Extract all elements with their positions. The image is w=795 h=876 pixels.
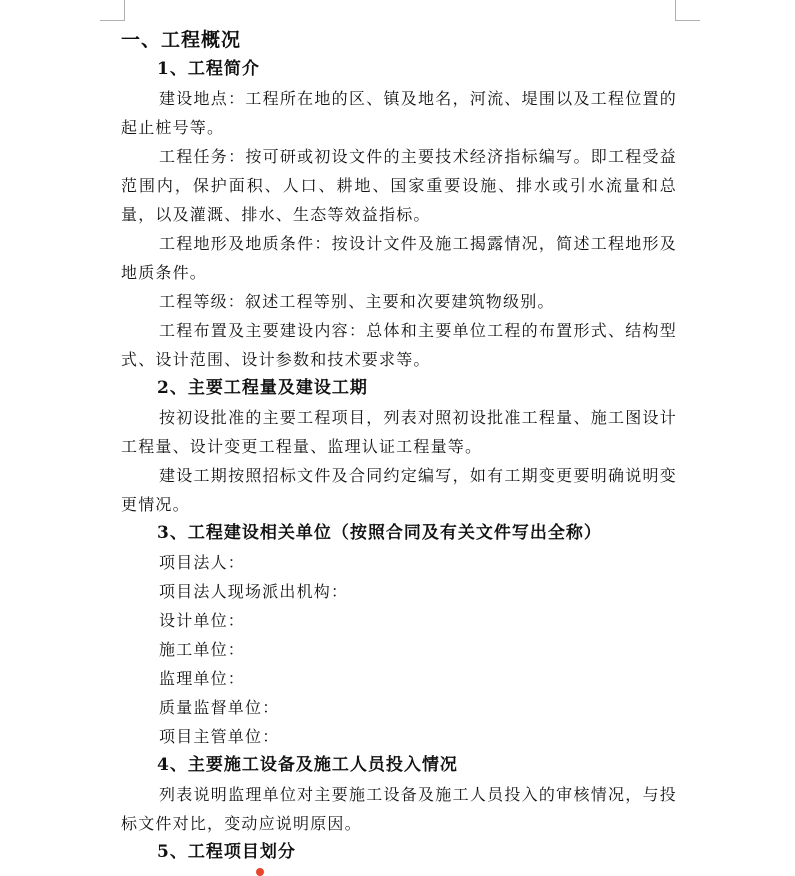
subsection-division [121, 838, 677, 867]
field-label: 项目主管单位： [159, 727, 280, 746]
page-corner-mark-left [100, 0, 125, 21]
text-cursor-marker [256, 868, 264, 876]
paragraph: 工程任务：按可研或初设文件的主要技术经济指标编写。即工程受益范围内，保护面积、人口、耕地、国家重要设施、排水或引水流量和总量，以及灌溉、排水、生态等效益指标。 [121, 147, 677, 224]
paragraph: 建设地点：工程所在地的区、镇及地名，河流、堤围以及工程位置的起止桩号等。 [121, 89, 677, 137]
section-heading: 一、工程概况 [121, 29, 242, 51]
subsection-quantities [121, 374, 677, 519]
subsection-title: 1、工程简介 [157, 59, 260, 79]
paragraph: 按初设批准的主要工程项目，列表对照初设批准工程量、施工图设计工程量、设计变更工程量、监理认证工程量等。 [121, 408, 677, 456]
subsection-overview [121, 55, 677, 374]
subsection-title: 3、工程建设相关单位（按照合同及有关文件写出全称） [157, 523, 602, 543]
subsection-title: 4、主要施工设备及施工人员投入情况 [157, 755, 458, 775]
field-label: 设计单位： [159, 611, 246, 630]
subsection-title: 2、主要工程量及建设工期 [157, 378, 368, 398]
field-label: 项目法人现场派出机构： [159, 582, 349, 601]
subsection-units [121, 519, 677, 751]
paragraph: 建设工期按照招标文件及合同约定编写，如有工期变更要明确说明变更情况。 [121, 466, 677, 514]
subsection-title: 5、工程项目划分 [157, 842, 296, 862]
document-body[interactable] [121, 26, 677, 867]
paragraph: 工程地形及地质条件：按设计文件及施工揭露情况，简述工程地形及地质条件。 [121, 234, 677, 282]
paragraph: 列表说明监理单位对主要施工设备及施工人员投入的审核情况，与投标文件对比，变动应说明原因。 [121, 785, 677, 833]
field-label: 项目法人： [159, 553, 246, 572]
page-corner-mark-right [675, 0, 700, 21]
paragraph: 工程布置及主要建设内容：总体和主要单位工程的布置形式、结构型式、设计范围、设计参数和技术要求等。 [121, 321, 677, 369]
field-label: 监理单位： [159, 669, 246, 688]
subsection-equipment [121, 751, 677, 838]
paragraph: 工程等级：叙述工程等别、主要和次要建筑物级别。 [159, 292, 555, 311]
field-label: 质量监督单位： [159, 698, 280, 717]
field-label: 施工单位： [159, 640, 246, 659]
